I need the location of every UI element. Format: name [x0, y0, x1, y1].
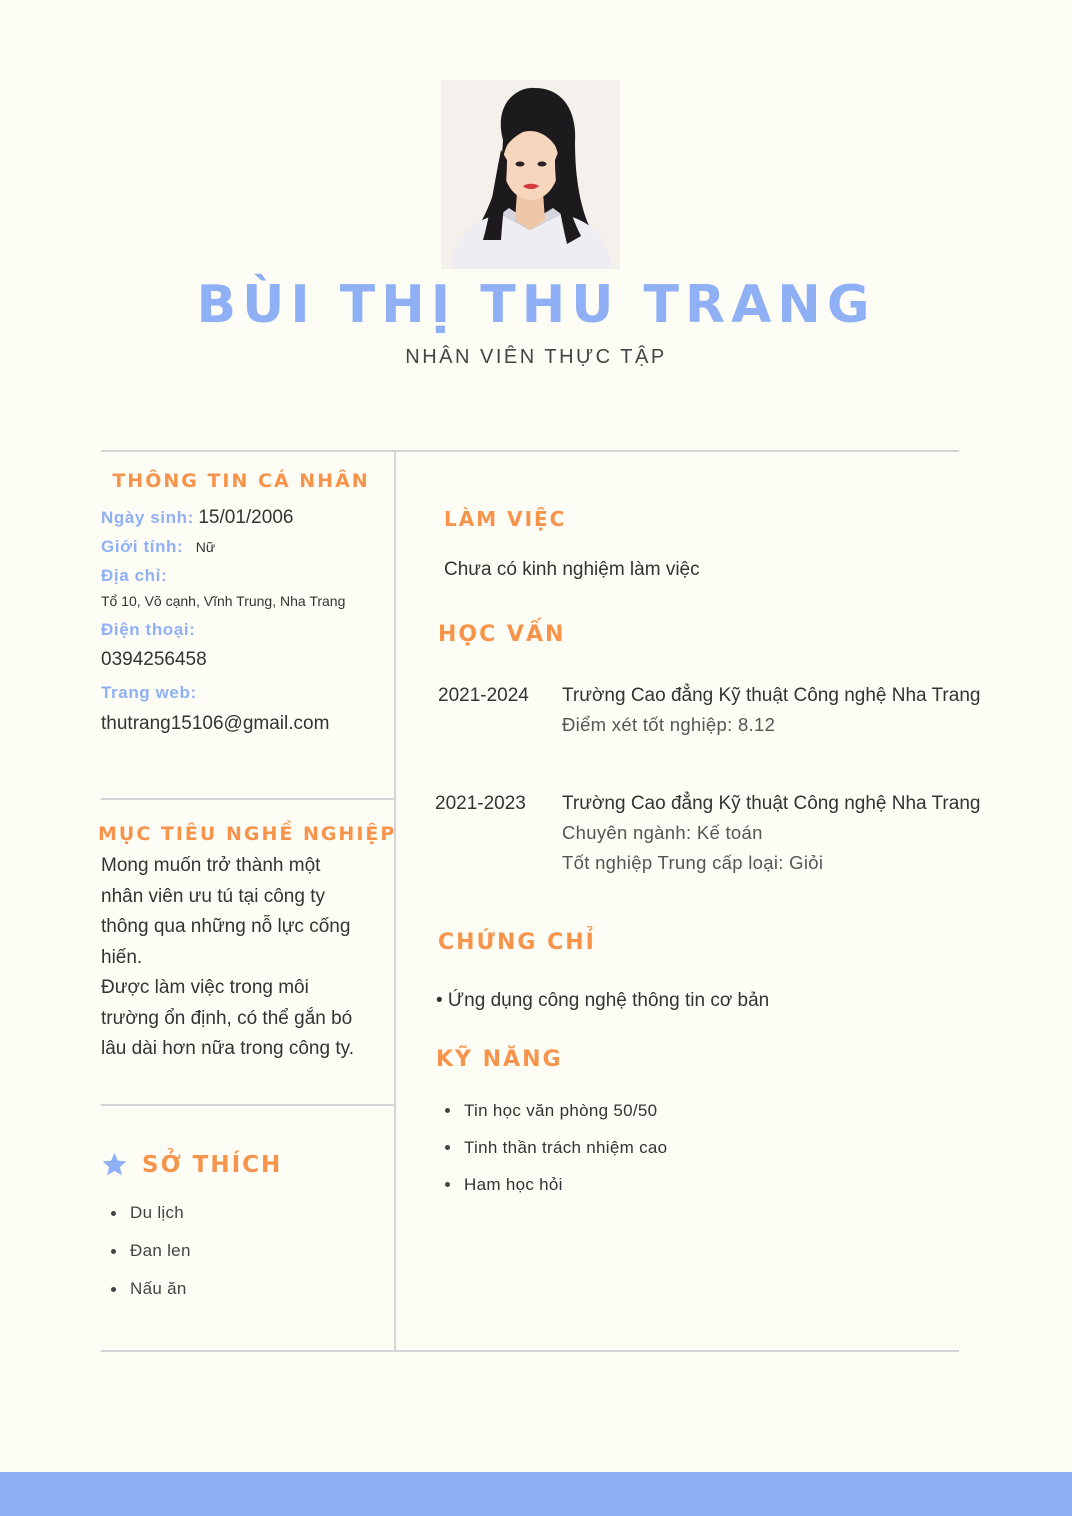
education-detail: Điểm xét tốt nghiệp: 8.12 [562, 714, 776, 735]
left-divider-2 [101, 1104, 394, 1106]
candidate-name: BÙI THỊ THU TRANG [196, 275, 876, 335]
list-item: Ham học hỏi [436, 1166, 667, 1203]
hobbies-list [102, 1194, 191, 1308]
education-detail: Tốt nghiệp Trung cấp loại: Giỏi [562, 852, 824, 873]
hobbies-heading: SỞ THÍCH [142, 1152, 283, 1178]
objective-line: trường ổn định, có thể gắn bó [101, 1007, 353, 1029]
dob-row [101, 506, 293, 530]
education-years: 2021-2023 [435, 793, 526, 814]
gender-value: Nữ [195, 539, 216, 555]
list-item: Tin học văn phòng 50/50 [436, 1092, 667, 1129]
phone-label: Điện thoại: [101, 620, 196, 639]
left-divider-1 [101, 798, 394, 800]
portrait-illustration [441, 80, 620, 269]
education-school: Trường Cao đẳng Kỹ thuật Công nghệ Nha Trang [562, 685, 981, 706]
job-title: NHÂN VIÊN THỰC TẬP [405, 346, 667, 368]
bottom-divider [101, 1350, 959, 1352]
education-years: 2021-2024 [438, 685, 529, 706]
work-text: Chưa có kinh nghiệm làm việc [444, 559, 700, 580]
education-detail: Chuyên ngành: Kế toán [562, 822, 763, 843]
personal-info-heading: THÔNG TIN CÁ NHÂN [112, 470, 370, 492]
list-item: Đan len [102, 1232, 191, 1270]
objective-line: Mong muốn trở thành một [101, 855, 321, 876]
certificates-heading: CHỨNG CHỈ [438, 930, 596, 955]
objective-text [101, 851, 391, 1065]
list-item: Nấu ăn [102, 1270, 191, 1308]
profile-photo [441, 80, 620, 269]
star-icon [101, 1151, 128, 1183]
phone-value: 0394256458 [101, 649, 207, 670]
work-heading: LÀM VIỆC [444, 507, 567, 531]
web-label: Trang web: [101, 683, 197, 702]
objective-line: thông qua những nỗ lực cống [101, 916, 351, 937]
address-value: Tổ 10, Võ cạnh, Vĩnh Trung, Nha Trang [101, 593, 346, 609]
objective-line: Được làm việc trong môi [101, 977, 309, 998]
skills-list [436, 1092, 667, 1203]
skills-heading: KỸ NĂNG [436, 1047, 563, 1072]
dob-value: 15/01/2006 [198, 507, 294, 528]
list-item: Du lịch [102, 1194, 191, 1232]
dob-label: Ngày sinh: [101, 508, 194, 527]
top-divider [101, 450, 959, 452]
list-item: Tinh thần trách nhiệm cao [436, 1129, 667, 1166]
footer-bar [0, 1472, 1072, 1516]
objective-line: nhân viên ưu tú tại công ty [101, 885, 325, 907]
column-divider [394, 451, 396, 1351]
certificate-item: • Ứng dụng công nghệ thông tin cơ bản [436, 990, 770, 1011]
objective-line: hiến. [101, 946, 143, 968]
gender-row [101, 536, 215, 558]
education-heading: HỌC VẤN [438, 622, 566, 647]
objective-line: lâu dài hơn nữa trong công ty. [101, 1038, 354, 1059]
web-value: thutrang15106@gmail.com [101, 713, 330, 734]
address-label: Địa chỉ: [101, 566, 168, 585]
gender-label: Giới tính: [101, 537, 184, 556]
education-school: Trường Cao đẳng Kỹ thuật Công nghệ Nha Trang [562, 793, 981, 814]
objective-heading: MỤC TIÊU NGHỀ NGHIỆP [98, 823, 397, 845]
